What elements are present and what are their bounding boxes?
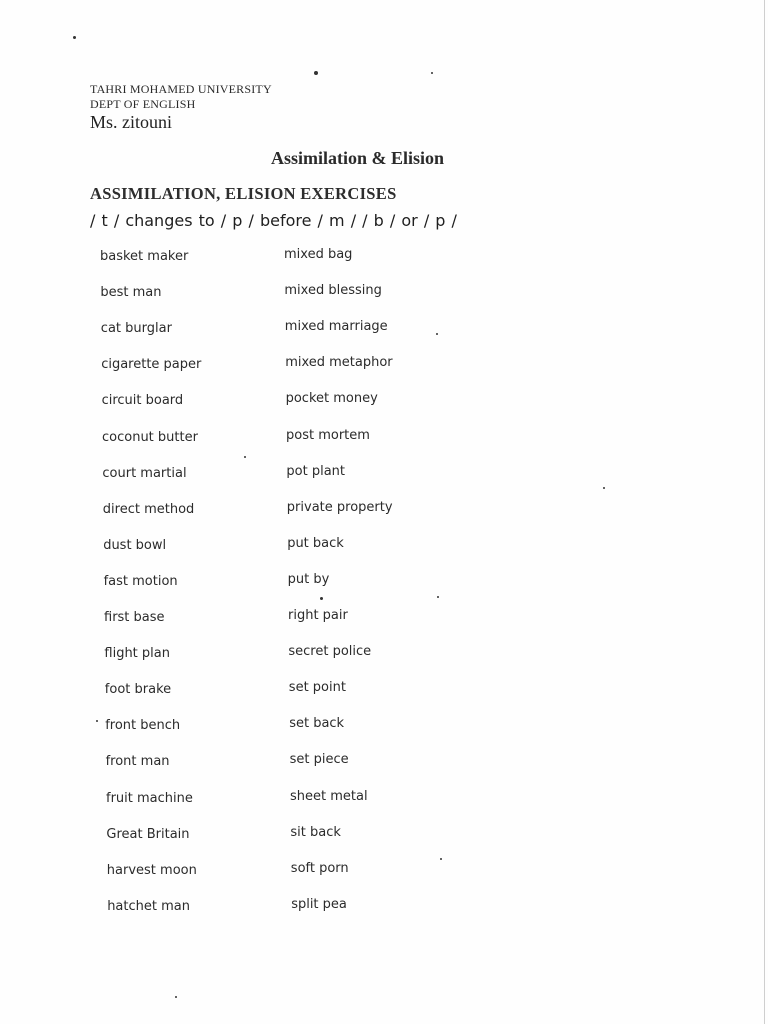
word-right: post mortem (286, 427, 370, 443)
word-left: first base (104, 610, 165, 625)
word-left: circuit board (101, 393, 184, 409)
scan-speck (175, 996, 177, 998)
word-right: sit back (290, 824, 341, 840)
scan-speck (73, 36, 76, 39)
word-left: fruit machine (106, 790, 193, 806)
page-title: Assimilation & Elision (271, 148, 445, 168)
word-right: set point (288, 680, 346, 696)
scan-speck (431, 72, 433, 74)
word-right: split pea (291, 896, 347, 912)
word-left: hatchet man (107, 898, 190, 914)
word-left: Great Britain (106, 826, 190, 842)
scan-speck (96, 720, 98, 722)
scan-speck (440, 858, 442, 860)
teacher-name: Ms. zitouni (90, 112, 173, 132)
university-name: TAHRI MOHAMED UNIVERSITY (90, 82, 272, 96)
word-left: court martial (102, 465, 187, 481)
page-edge (764, 0, 765, 1024)
word-left: coconut butter (102, 429, 198, 445)
word-left: cat burglar (100, 321, 172, 337)
exercise-subtitle: ASSIMILATION, ELISION EXERCISES (90, 184, 397, 203)
word-right: right pair (288, 608, 348, 623)
scan-speck (603, 487, 605, 489)
word-left: best man (100, 285, 162, 301)
word-left: front man (105, 754, 170, 770)
word-left: basket maker (100, 249, 189, 264)
word-right: sheet metal (290, 788, 368, 804)
word-left: dust bowl (103, 537, 167, 553)
department-name: DEPT OF ENGLISH (90, 97, 196, 111)
word-right: set back (289, 716, 345, 732)
word-right: private property (286, 499, 393, 515)
word-left: direct method (102, 501, 195, 517)
word-left: cigarette paper (101, 357, 202, 373)
word-right: mixed marriage (284, 319, 388, 335)
word-right: mixed bag (284, 247, 353, 262)
word-left: foot brake (104, 682, 172, 698)
word-right: set piece (289, 752, 349, 768)
word-right: put by (287, 571, 330, 587)
scan-speck (244, 456, 246, 458)
word-left: front bench (105, 718, 181, 734)
word-left: fast motion (103, 573, 178, 589)
word-right: pot plant (286, 463, 345, 479)
assimilation-rule: / t / changes to / p / before / m / / b / or / p / (90, 211, 457, 230)
scan-speck (314, 71, 318, 75)
word-right: soft porn (290, 860, 349, 876)
scan-speck (320, 597, 323, 600)
word-right: mixed metaphor (285, 355, 393, 371)
scan-speck (437, 596, 439, 598)
word-right: secret police (288, 644, 372, 660)
word-right: mixed blessing (284, 283, 382, 299)
word-left: harvest moon (106, 862, 197, 878)
word-right: put back (287, 535, 344, 551)
scan-speck (436, 333, 438, 335)
word-right: pocket money (285, 391, 378, 407)
word-left: flight plan (104, 646, 170, 662)
